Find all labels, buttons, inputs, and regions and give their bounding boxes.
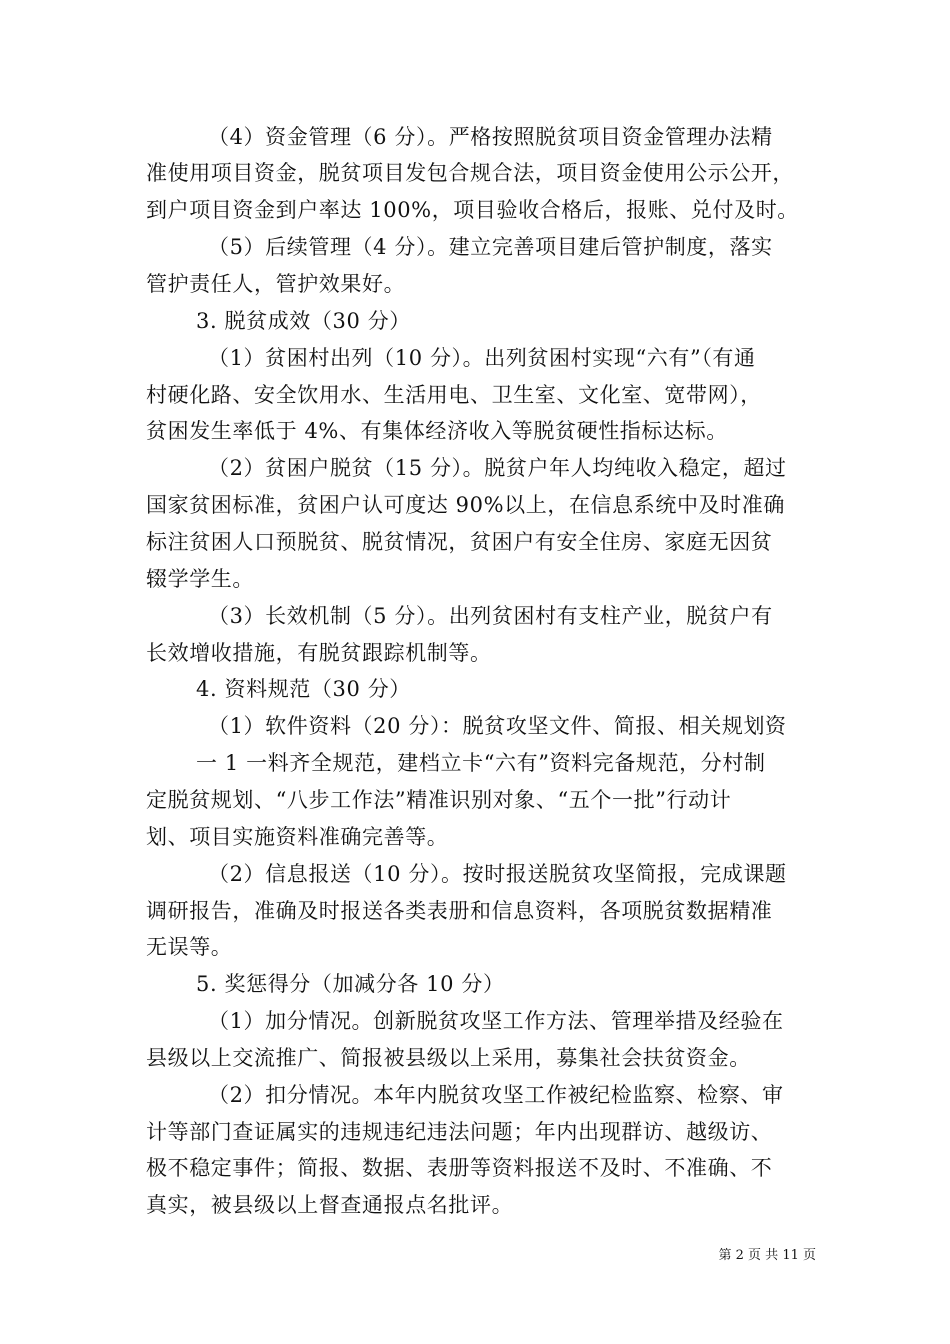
- text-line: 贫困发生率低于 4%、有集体经济收入等脱贫硬性指标达标。: [146, 419, 728, 443]
- text-line: （2）信息报送（10 分）。按时报送脱贫攻坚简报，完成课题: [208, 862, 787, 886]
- text-line: 标注贫困人口预脱贫、脱贫情况，贫困户有安全住房、家庭无因贫: [146, 530, 773, 554]
- page-number: 第 2 页 共 11 页: [718, 1248, 816, 1263]
- text-line: 极不稳定事件；简报、数据、表册等资料报送不及时、不准确、不: [146, 1156, 773, 1180]
- text-line: （2）贫困户脱贫（15 分）。脱贫户年人均纯收入稳定，超过: [208, 456, 787, 480]
- section-heading: 4. 资料规范（30 分）: [196, 677, 411, 701]
- text-line: 真实，被县级以上督查通报点名批评。: [146, 1193, 514, 1217]
- text-line: （3）长效机制（5 分）。出列贫困村有支柱产业，脱贫户有: [208, 604, 773, 628]
- text-line: 辍学学生。: [146, 567, 254, 591]
- text-line: 管护责任人，管护效果好。: [146, 272, 406, 296]
- text-line: 县级以上交流推广、简报被县级以上采用，募集社会扶贫资金。: [146, 1046, 751, 1070]
- text-line: （1）加分情况。创新脱贫攻坚工作方法、管理举措及经验在: [208, 1009, 784, 1033]
- section-heading: 5. 奖惩得分（加减分各 10 分）: [196, 972, 505, 996]
- text-line: 长效增收措施，有脱贫跟踪机制等。: [146, 641, 492, 665]
- text-line: （4）资金管理（6 分）。严格按照脱贫项目资金管理办法精: [208, 125, 773, 149]
- section-heading: 3. 脱贫成效（30 分）: [196, 309, 411, 333]
- text-line: 到户项目资金到户率达 100%，项目验收合格后，报账、兑付及时。: [146, 198, 799, 222]
- text-line: 村硬化路、安全饮用水、生活用电、卫生室、文化室、宽带网），: [146, 383, 762, 407]
- text-line: 调研报告，准确及时报送各类表册和信息资料，各项脱贫数据精准: [146, 899, 773, 923]
- text-line: 无误等。: [146, 935, 233, 959]
- text-line: 准使用项目资金，脱贫项目发包合规合法，项目资金使用公示公开，: [146, 161, 794, 185]
- text-line: 定脱贫规划、“八步工作法”精准识别对象、“五个一批”行动计: [146, 788, 732, 812]
- text-line: 一 1 一料齐全规范，建档立卡“六有”资料完备规范，分村制: [196, 751, 766, 775]
- text-line: 国家贫困标准，贫困户认可度达 90%以上，在信息系统中及时准确: [146, 493, 785, 517]
- text-line: 计等部门查证属实的违规违纪违法问题；年内出现群访、越级访、: [146, 1120, 773, 1144]
- text-line: 划、项目实施资料准确完善等。: [146, 825, 449, 849]
- text-line: （2）扣分情况。本年内脱贫攻坚工作被纪检监察、检察、审: [208, 1083, 784, 1107]
- text-line: （5）后续管理（4 分）。建立完善项目建后管护制度，落实: [208, 235, 773, 259]
- text-line: （1）软件资料（20 分）：脱贫攻坚文件、简报、相关规划资: [208, 714, 787, 738]
- text-line: （1）贫困村出列（10 分）。出列贫困村实现“六有”（有通: [208, 346, 756, 370]
